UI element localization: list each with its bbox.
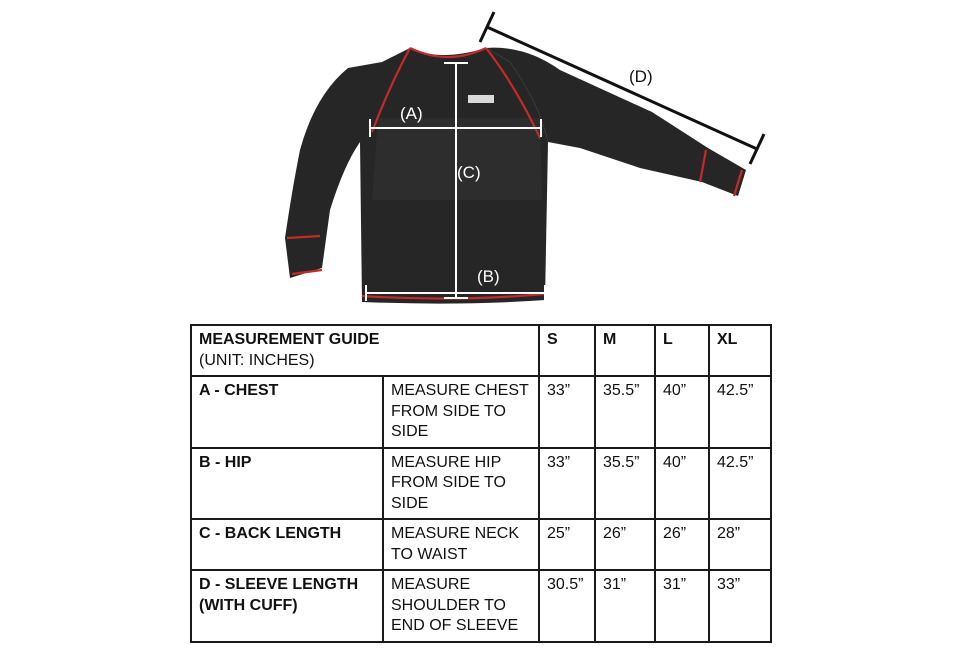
back-length-value-xl: 28” xyxy=(709,519,771,570)
chest-value-s: 33” xyxy=(539,376,595,448)
size-header-xl: XL xyxy=(709,325,771,376)
row-desc-chest: MEASURE CHEST FROM SIDE TO SIDE xyxy=(383,376,539,448)
row-name-hip: B - HIP xyxy=(191,448,383,520)
table-row xyxy=(191,376,771,448)
table-unit: (UNIT: INCHES) xyxy=(199,351,315,369)
chest-value-m: 35.5” xyxy=(595,376,655,448)
table-row xyxy=(191,519,771,570)
table-header-row xyxy=(191,325,771,376)
size-header-s: S xyxy=(539,325,595,376)
hip-value-xl: 42.5” xyxy=(709,448,771,520)
back-length-value-l: 26” xyxy=(655,519,709,570)
chest-logo-tag xyxy=(468,95,494,103)
label-b: (B) xyxy=(477,267,500,286)
sleeve-length-value-xl: 33” xyxy=(709,570,771,642)
hip-value-m: 35.5” xyxy=(595,448,655,520)
table-title: MEASUREMENT GUIDE xyxy=(199,331,380,348)
shirt-measurement-illustration xyxy=(0,0,960,320)
size-header-m: M xyxy=(595,325,655,376)
sleeve-length-value-m: 31” xyxy=(595,570,655,642)
label-c: (C) xyxy=(457,163,481,182)
size-header-l: L xyxy=(655,325,709,376)
row-desc-back-length: MEASURE NECK TO WAIST xyxy=(383,519,539,570)
row-desc-sleeve-length: MEASURE SHOULDER TO END OF SLEEVE xyxy=(383,570,539,642)
sleeve-length-value-s: 30.5” xyxy=(539,570,595,642)
label-a: (A) xyxy=(400,104,423,123)
chest-value-l: 40” xyxy=(655,376,709,448)
header-title-cell xyxy=(191,325,539,376)
back-length-value-m: 26” xyxy=(595,519,655,570)
hip-value-s: 33” xyxy=(539,448,595,520)
row-name-chest: A - CHEST xyxy=(191,376,383,448)
chest-value-xl: 42.5” xyxy=(709,376,771,448)
label-d: (D) xyxy=(629,67,653,86)
hip-value-l: 40” xyxy=(655,448,709,520)
row-desc-hip: MEASURE HIP FROM SIDE TO SIDE xyxy=(383,448,539,520)
measurement-guide-table xyxy=(190,324,772,643)
back-length-value-s: 25” xyxy=(539,519,595,570)
row-name-back-length: C - BACK LENGTH xyxy=(191,519,383,570)
table-row xyxy=(191,448,771,520)
table-row xyxy=(191,570,771,642)
row-name-sleeve-length: D - SLEEVE LENGTH (WITH CUFF) xyxy=(191,570,383,642)
sleeve-length-value-l: 31” xyxy=(655,570,709,642)
